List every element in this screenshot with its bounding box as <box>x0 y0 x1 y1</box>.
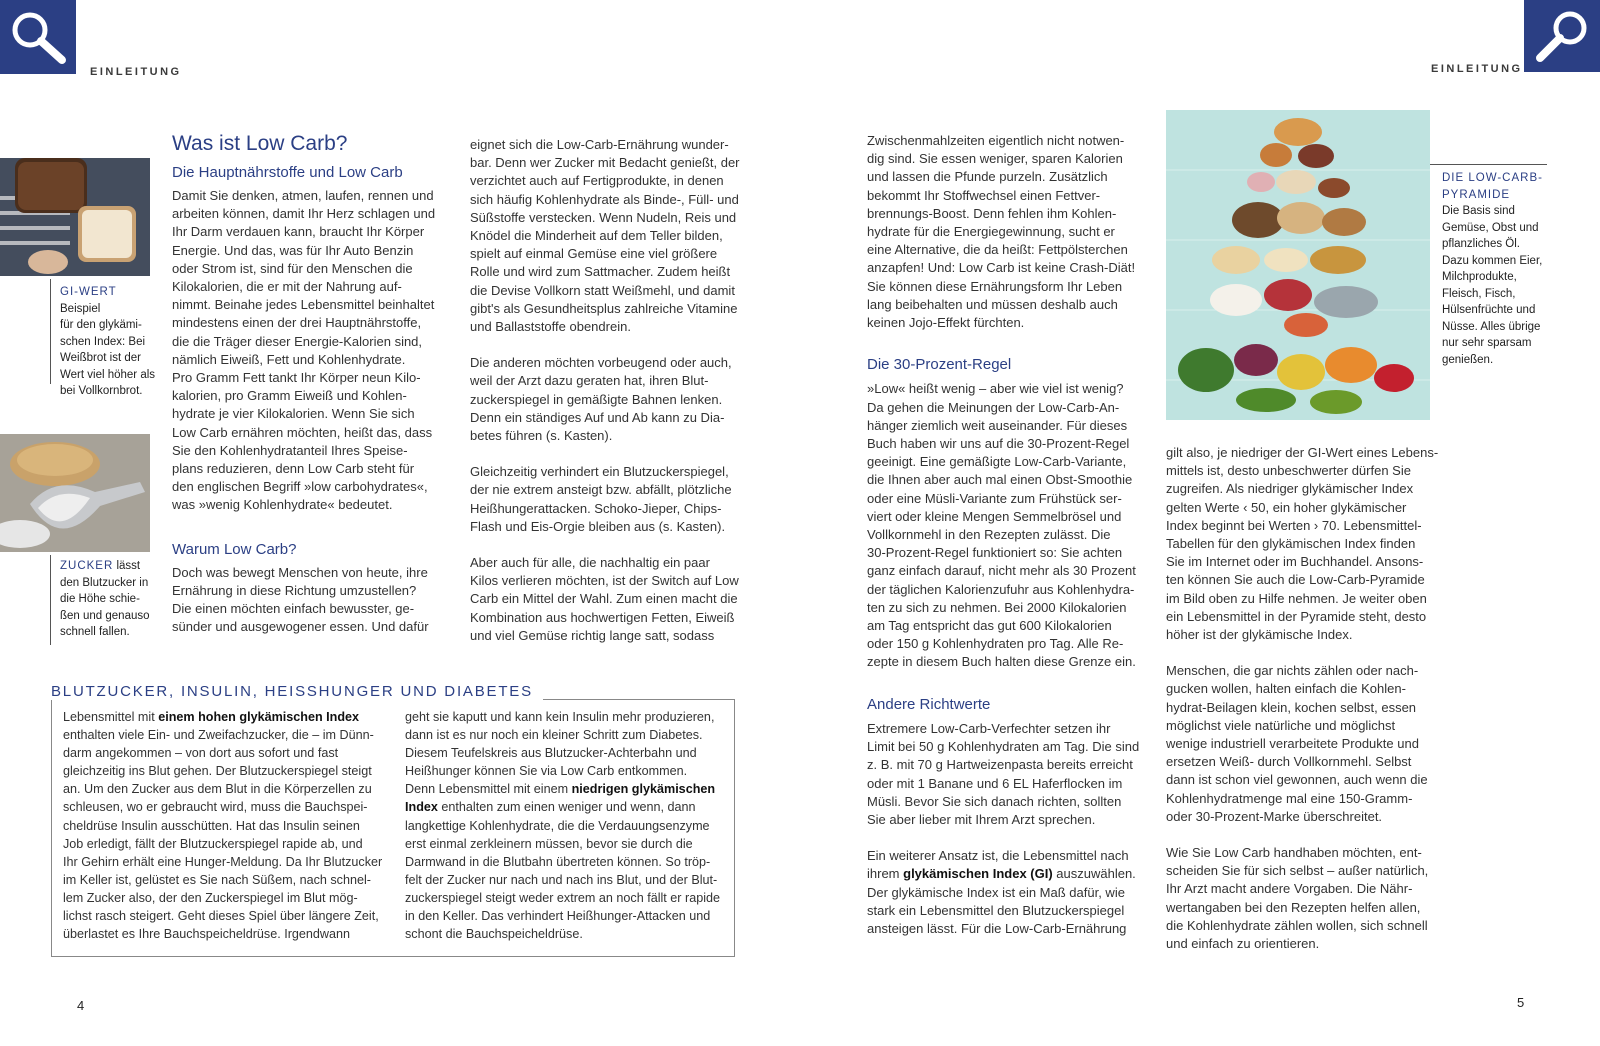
paragraph: gilt also, je niedriger der GI-Wert eines Lebens- mittels ist, desto unbeschwerter dürfen Sie zugreifen. Als niedriger glykämischer Index gelten Werte ‹ 50, ein hoher glykämischer Index beginnt bei Werten › 70. Lebensmittel- Tabellen für den glykämischen Index finden Sie im Internet oder im Buchhandel. Ansons- ten können Sie auch die Low-Carb-Pyramide im Bild oben zu Hilfe nehmen. Je weiter oben ein Lebensmittel in der Pyramide steht, desto höher ist der glykämische Index. <box>1166 445 1439 643</box>
caption-keyword: ZUCKER <box>60 560 114 572</box>
caption-line: den Blutzucker in <box>60 576 149 589</box>
paragraph: Die anderen möchten vorbeugend oder auch, weil der Arzt dazu geraten hat, ihren Blut- zuckerspiegel in gemäßigte Bahnen lenken. Denn ein ständiges Auf und Ab kann zu Dia- betes führen (s. Kasten). <box>470 355 732 444</box>
paragraph: eignet sich die Low-Carb-Ernährung wunder- bar. Denn wer Zucker mit Bedacht genießt, der verzichtet auch auf Fertigprodukte, in denen sich häufig Kohlenhydrate als Binde-, Füll- und Süßstoffe verstecken. Wenn Nudeln, Reis und Knödel die Minderheit auf dem Teller bilden, spielt auf einmal Gemüse eine viel größere Rolle und wird zum Sattmacher. Zudem heißt die Devise Vollkorn statt Weißmehl, und damit gibt's als Gesundheitsplus zahlreiche Vitamine und Ballaststoffe obendrein. <box>470 137 740 335</box>
emphasis: einem hohen glykämischen Index <box>158 710 360 724</box>
magnifier-icon <box>0 0 76 74</box>
caption-line: für den glykämi- <box>60 319 142 331</box>
caption-line: schnell fallen. <box>60 626 130 638</box>
paragraph: Extremere Low-Carb-Verfechter setzen ihr Limit bei 50 g Kohlenhydraten am Tag. Die sind z. B. mit 70 g Hartweizenpasta bereits erreicht oder mit 1 Banane und 6 EL Haferflocken im Müsli. Bevor Sie sich danach richten, sollten Sie aber lieber mit Ihrem Arzt sprechen. <box>867 720 1140 827</box>
paragraph: Damit Sie denken, atmen, laufen, rennen und arbeiten können, damit Ihr Herz schlagen und Ihr Darm verdauen kann, braucht Ihr Körper Energie. Und das, was für Ihr Auto Benzin oder Strom ist, sind für den Menschen die Kilokalorien, die er mit der Nahrung auf- nimmt. Beinahe jedes Lebensmittel beinhaltet mindestens einen der drei Hauptnährstoffe, die die Träger dieser Energie-Kalorien sind, nämlich Eiweiß, Fett und Kohlenhydrate. Pro Gramm Fett tankt Ihr Körper neun Kilo- kalorien, pro Gramm Eiweiß und Kohlen- hydrate je vier Kilokalorien. Wenn Sie sich Low Carb ernähren möchten, heißt das, dass Sie den Kohlenhydratanteil Ihres Speise- plans reduzieren, denn Low Carb steht für den englischen Begriff »low carbohydrates«, was »wenig Kohlenhydrate« bedeutet. <box>172 188 436 513</box>
right-column-2 <box>1166 444 1441 971</box>
caption-keyword: DIE LOW-CARB- <box>1442 172 1543 184</box>
page-title: Was ist Low Carb? <box>172 132 348 155</box>
caption-line: ßen und genauso <box>60 609 150 622</box>
caption-bar <box>50 279 51 384</box>
magnifier-icon <box>1524 0 1600 72</box>
paragraph: Zwischenmahlzeiten eigentlich nicht notwen- dig sind. Sie essen weniger, sparen Kalorien und lassen die Pfunde purzeln. Zusätzlich bekommt Ihr Stoffwechsel einen Fettver- brennungs-Boost. Denn fehlen ihm Kohlen- hydrate für die Energiegewinnung, sucht er eine Alternative, die da heißt: Fettpölsterchen anzapfen! Und: Low Carb ist keine Crash-Diät! Sie können diese Ernährungsform Ihr Leben lang beibehalten und müssen deshalb auch keinen Jojo-Effekt fürchten. <box>867 133 1136 331</box>
caption-line: Wert viel höher als <box>60 368 156 381</box>
right-header-tab <box>1524 0 1600 72</box>
sugar-scoop-photo <box>0 434 150 552</box>
caption-divider <box>1430 164 1547 165</box>
paragraph: Gleichzeitig verhindert ein Blutzuckerspiegel, der nie extrem ansteigt bzw. abfällt, plötzliche Heißhungerattacken. Schoko-Jieper, Chips- Flash und Eis-Orgie bleiben aus (s. Kasten). <box>470 464 732 534</box>
right-section-label: EINLEITUNG <box>1431 63 1523 75</box>
left-column-1 <box>172 132 442 636</box>
paragraph: »Low« heißt wenig – aber wie viel ist wenig? Da gehen die Meinungen der Low-Carb-An- hänger ziemlich weit auseinander. Für dieses Buch haben wir uns auf die 30-Prozent-Regel geeinigt. Eine gemäßigte Low-Carb-Variante, die Ihnen aber auch mal einen Obst-Smoothie oder eine Müsli-Variante zum Frühstück ser- viert oder kleine Mengen Semmelbrösel und Vollkornmehl in den Rezepten zulässt. Die 30-Prozent-Regel funktioniert so: Sie achten ganz einfach darauf, nicht mehr als 30 Prozent der täglichen Kalorienzufuhr aus Kohlenhydra- ten zu sich zu nehmen. Bei 2000 Kilokalorien am Tag entspricht das gut 600 Kilokalorien oder 150 g Kohlenhydraten pro Tag. Alle Re- zepte in diesem Buch halten diese Grenze ein. <box>867 381 1136 670</box>
paragraph: Aber auch für alle, die nachhaltig ein paar Kilos verlieren möchten, ist der Switch auf Low Carb ein Mittel der Wahl. Zum einen macht die Kombination aus hochwertigen Fetten, Eiweiß und viel Gemüse richtig lange satt, sodass <box>470 555 739 643</box>
subheading: Die Hauptnährstoffe und Low Carb <box>172 164 403 181</box>
left-column-2 <box>470 136 740 663</box>
gi-wert-caption <box>60 284 160 400</box>
caption-line: Weißbrot ist der <box>60 352 141 364</box>
bread-photo <box>0 158 150 276</box>
left-section-label: EINLEITUNG <box>90 66 182 78</box>
food-pyramid-photo <box>1166 110 1430 420</box>
caption-line: lässt <box>116 560 141 572</box>
caption-line: bei Vollkornbrot. <box>60 385 143 397</box>
paragraph: Wie Sie Low Carb handhaben möchten, ent- scheiden Sie für sich selbst – außer natürlich, Ihr Arzt macht andere Vorgaben. Die Nähr- wertangaben bei den Rezepten helfen allen, die Kohlenhydrate zählen wollen, sich schnell und einfach zu orientieren. <box>1166 845 1429 952</box>
right-column-1 <box>867 132 1147 956</box>
info-box-column-2: geht sie kaputt und kann kein Insulin mehr produzieren, dann ist es nur noch ein kleiner Schritt zum Diabetes. Diesem Teufelskreis aus Blutzucker-Achterbahn und Heißhunger können Sie via Low Carb entkommen. Denn Lebensmittel mit einem niedrigen glykämischen Index enthalten zum einen weniger und wenn, dann langkettige Kohlenhydrate, die die Verdauungsenzyme erst einmal zerkleinern müssen, bevor sie durch die Darmwand in die Blutbahn übertreten können. So tröp- felt der Zucker nur nach und nach ins Blut, und der Blut- zuckerspiegel steigt weder extrem an noch fällt er rapide in den Keller. Das verhindert Heißhunger-Attacken und schont die Bauchspeicheldrüse. <box>405 710 721 942</box>
info-box-title: BLUTZUCKER, INSULIN, HEISSHUNGER UND DIABETES <box>51 683 543 700</box>
caption-keyword: GI-WERT <box>60 286 117 298</box>
left-header-tab <box>0 0 76 74</box>
pyramid-caption: DIE LOW-CARB- PYRAMIDE Die Basis sind Gemüse, Obst und pflanzliches Öl. Dazu kommen Eier, Milchprodukte, Fleisch, Fisch, Hülsenfrüchte und Nüsse. Alles übrige nur sehr sparsam genießen. <box>1442 172 1543 366</box>
paragraph: Doch was bewegt Menschen von heute, ihre Ernährung in diese Richtung umzustellen? Die einen möchten einfach bewusster, ge- sünder und ausgewogener essen. Und dafür <box>172 564 429 635</box>
subheading: Warum Low Carb? <box>172 540 297 558</box>
caption-bar <box>50 555 51 645</box>
emphasis: glykämischen Index (GI) <box>903 866 1053 882</box>
subheading: Andere Richtwerte <box>867 695 991 713</box>
caption-keyword: PYRAMIDE <box>1442 188 1511 201</box>
page-number-left: 4 <box>77 998 85 1013</box>
caption-line: Beispiel <box>60 302 101 315</box>
page-number-right: 5 <box>1517 995 1525 1010</box>
subheading: Die 30-Prozent-Regel <box>867 356 1012 374</box>
info-box-column-1: Lebensmittel mit einem hohen glykämischen Index enthalten viele Ein- und Zweifachzucker, die – im Dünn- darm angekommen – von dort aus sofort und fast gleichzeitig ins Blut gehen. Der Blutzuckerspiegel steigt an. Um den Zucker aus dem Blut in die Körperzellen zu schleusen, wo er gebraucht wird, muss die Bauchspei- cheldrüse Insulin ausschütten. Hat das Insulin seinen Job erledigt, fällt der Blutzuckerspiegel rapide ab, und Ihr Gehirn erhält eine Hunger-Meldung. Da Ihr Blutzucker im Keller ist, gelüstet es Sie nach Süßem, nach schnel- lem Zucker also, der den Zuckerspiegel im Blut mög- lichst rasch steigert. Geht dieses Spiel über längere Zeit, überlastet es Ihre Bauchspeicheldrüse. Irgendwann <box>63 710 383 942</box>
paragraph: Menschen, die gar nichts zählen oder nach- gucken wollen, halten einfach die Kohlen- hydrat-Beilagen klein, kochen selbst, essen möglichst viele natürliche und möglichst wenige industriell verarbeitete Produkte und ersetzen Weiß- durch Vollkornmehl. Selbst dann ist schon viel gewonnen, auch wenn die Kohlenhydratmenge mal eine 150-Gramm- oder 30-Prozent-Marke überschreitet. <box>1166 663 1428 824</box>
caption-line: schen Index: Bei <box>60 335 146 348</box>
zucker-caption <box>60 558 160 641</box>
emphasis: niedrigen glykämischen <box>571 782 716 797</box>
caption-line: die Höhe schie- <box>60 593 140 605</box>
emphasis: Index <box>405 800 438 815</box>
paragraph: Ein weiterer Ansatz ist, die Lebensmittel nach ihrem glykämischen Index (GI) auszuwählen. Der glykämische Index ist ein Maß dafür, wie stark ein Lebensmittel den Blutzuckerspiegel ansteigen lässt. Für die Low-Carb-Ernährung <box>867 848 1136 936</box>
